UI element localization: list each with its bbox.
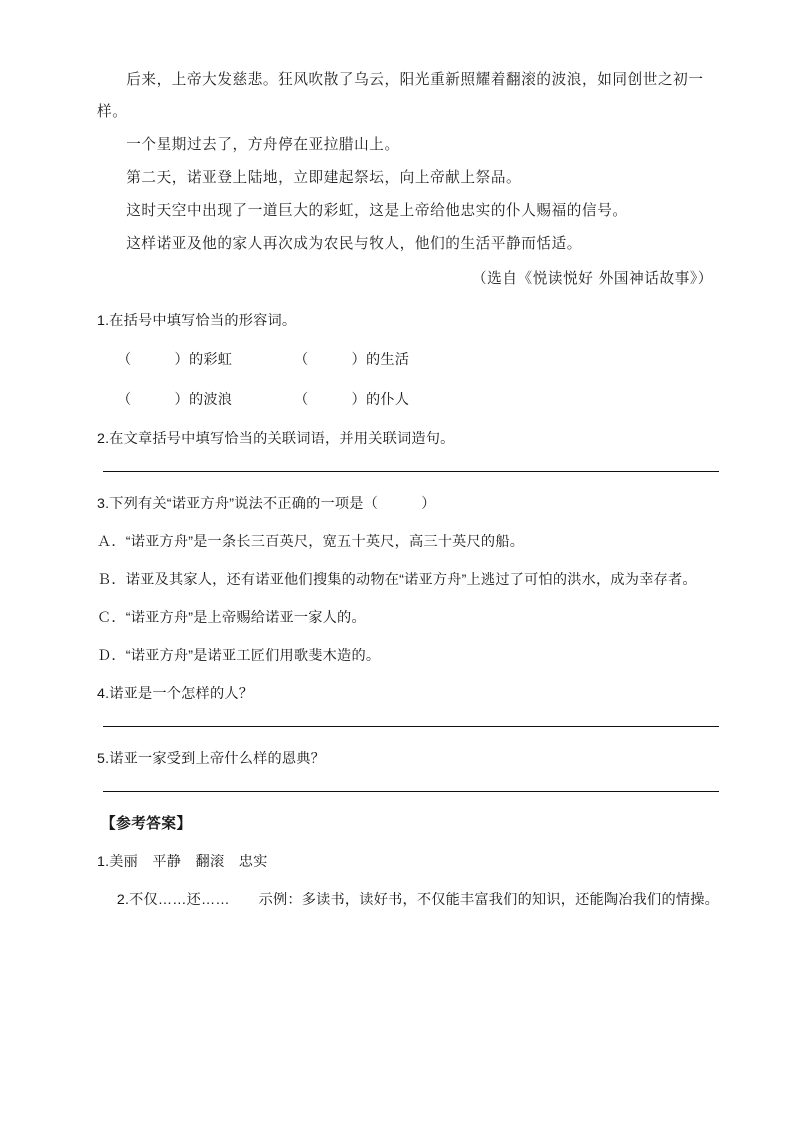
questions-section — [97, 302, 719, 919]
answer-line-question-5[interactable] — [103, 791, 719, 792]
blank-item-life[interactable]: （ ）的生活 — [294, 352, 410, 368]
answer-key-item-1: 1.美丽 平静 翻滚 忠实 — [97, 854, 268, 870]
question-1-blank-row-1 — [97, 340, 719, 380]
passage-paragraph-2: 一个星期过去了，方舟停在亚拉腊山上。 — [126, 136, 400, 153]
reading-passage — [97, 64, 719, 260]
answer-key-item-2: 2.不仅……还…… 示例：多读书，读好书，不仅能丰富我们的知识，还能陶冶我们的情操。 — [116, 892, 719, 908]
blank-item-waves[interactable]: （ ）的波浪 — [117, 392, 233, 408]
question-3-option-c[interactable]: Ｃ．“诺亚方舟”是上帝赐给诺亚一家人的。 — [97, 610, 366, 626]
answer-line-question-2[interactable] — [103, 471, 719, 472]
question-3-option-a[interactable]: Ａ．“诺亚方舟”是一条长三百英尺，宽五十英尺，高三十英尺的船。 — [97, 534, 525, 550]
answer-line-question-4[interactable] — [103, 726, 719, 727]
passage-paragraph-1: 后来，上帝大发慈悲。狂风吹散了乌云，阳光重新照耀着翻滚的波浪，如同创世之初一样。 — [97, 71, 704, 120]
answer-key-heading: 【参考答案】 — [101, 816, 192, 832]
blank-item-servant[interactable]: （ ）的仆人 — [294, 392, 410, 408]
question-3-option-d[interactable]: Ｄ．“诺亚方舟”是诺亚工匠们用歌斐木造的。 — [97, 648, 381, 664]
question-4-prompt: 4.诺亚是一个怎样的人？ — [97, 686, 254, 702]
page-content — [97, 64, 719, 919]
question-5-prompt: 5.诺亚一家受到上帝什么样的恩典？ — [97, 751, 326, 767]
passage-paragraph-4: 这时天空中出现了一道巨大的彩虹，这是上帝给他忠实的仆人赐福的信号。 — [126, 202, 628, 219]
passage-paragraph-5: 这样诺亚及他的家人再次成为农民与牧人，他们的生活平静而恬适。 — [126, 235, 583, 252]
question-3-option-b[interactable]: Ｂ．诺亚及其家人，还有诺亚他们搜集的动物在“诺亚方舟”上逃过了可怕的洪水，成为幸存者。 — [97, 572, 697, 588]
blank-item-rainbow[interactable]: （ ）的彩虹 — [117, 352, 233, 368]
passage-source-attribution: （选自《悦读悦好 外国神话故事》） — [471, 270, 713, 287]
question-1-prompt: 1.在括号中填写恰当的形容词。 — [97, 313, 297, 329]
passage-paragraph-3: 第二天，诺亚登上陆地，立即建起祭坛，向上帝献上祭品。 — [126, 169, 522, 186]
question-1-blank-row-2 — [97, 380, 719, 420]
question-2-prompt: 2.在文章括号中填写恰当的关联词语，并用关联词造句。 — [97, 431, 455, 447]
question-3-prompt: 3.下列有关“诺亚方舟”说法不正确的一项是（ ） — [97, 496, 436, 512]
